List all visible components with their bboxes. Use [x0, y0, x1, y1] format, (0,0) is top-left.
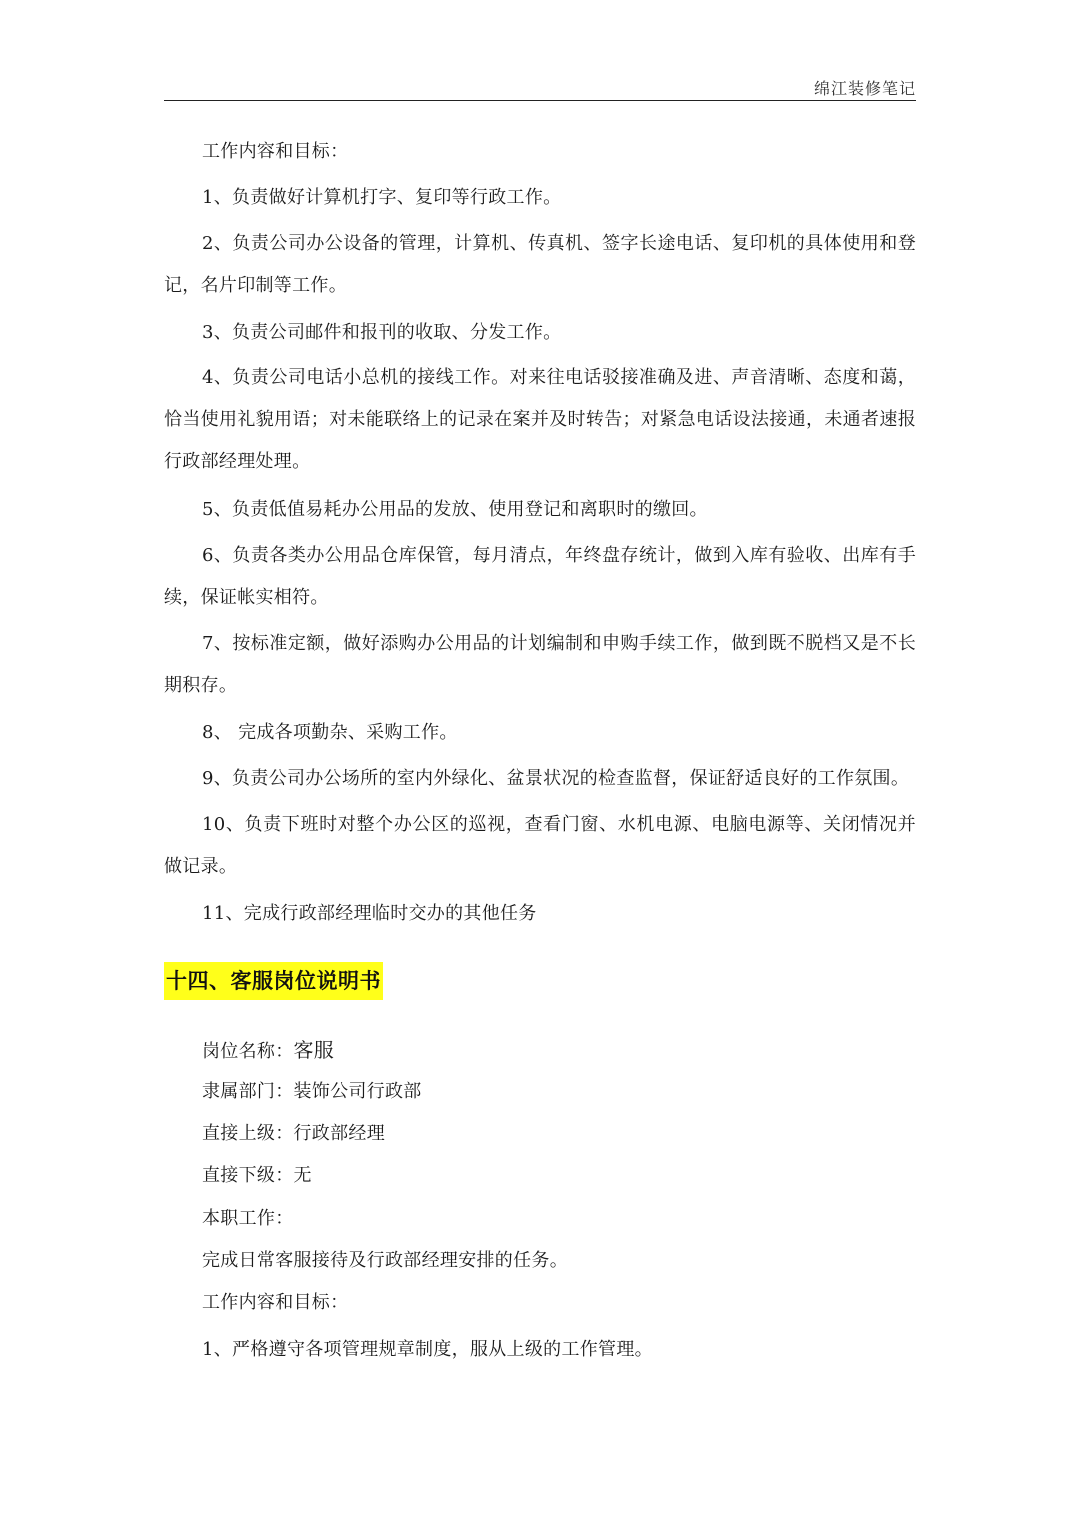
position-name-field	[202, 1029, 334, 1073]
header-divider	[164, 100, 916, 101]
content-heading: 工作内容和目标：	[202, 1292, 349, 1313]
department-field: 隶属部门：装饰公司行政部	[202, 1081, 422, 1102]
list-item: 9、负责公司办公场所的室内外绿化、盆景状况的检查监督，保证舒适良好的工作氛围。	[202, 768, 910, 789]
duty-label: 本职工作：	[202, 1208, 294, 1229]
list-item: 4、负责公司电话小总机的接线工作。对来往电话驳接准确及进、声音清晰、态度和蔼，恰当使用礼貌用语；对未能联络上的记录在案并及时转告；对紧急电话设法接通，未通者速报行政部经理处理。	[164, 367, 916, 472]
superior-field: 直接上级：行政部经理	[202, 1123, 385, 1144]
duty-text: 完成日常客服接待及行政部经理安排的任务。	[202, 1250, 568, 1271]
position-name-value: 客服	[293, 1038, 335, 1062]
list-item: 10、负责下班时对整个办公区的巡视，查看门窗、水机电源、电脑电源等、关闭情况并做记录。	[164, 814, 916, 877]
list-item: 8、 完成各项勤杂、采购工作。	[202, 722, 458, 743]
list-item: 6、负责各类办公用品仓库保管，每月清点，年终盘存统计，做到入库有验收、出库有手续，保证帐实相符。	[164, 545, 916, 608]
subordinate-field: 直接下级：无	[202, 1165, 312, 1186]
list-item: 2、负责公司办公设备的管理，计算机、传真机、签字长途电话、复印机的具体使用和登 记，名片印制等工作。	[164, 233, 916, 296]
section-title: 十四、客服岗位说明书	[164, 962, 383, 1000]
header-title: 绵江装修笔记	[813, 79, 916, 98]
list-item: 1、严格遵守各项管理规章制度，服从上级的工作管理。	[202, 1339, 653, 1360]
section-heading: 工作内容和目标：	[202, 141, 349, 162]
list-item: 11、完成行政部经理临时交办的其他任务	[202, 903, 537, 924]
position-name-label: 岗位名称：	[202, 1041, 294, 1062]
list-item: 1、负责做好计算机打字、复印等行政工作。	[202, 187, 562, 208]
list-item: 3、负责公司邮件和报刊的收取、分发工作。	[202, 322, 562, 343]
list-item: 5、负责低值易耗办公用品的发放、使用登记和离职时的缴回。	[202, 499, 708, 520]
list-item: 7、按标准定额，做好添购办公用品的计划编制和申购手续工作，做到既不脱档又是不长期积存。	[164, 633, 916, 696]
